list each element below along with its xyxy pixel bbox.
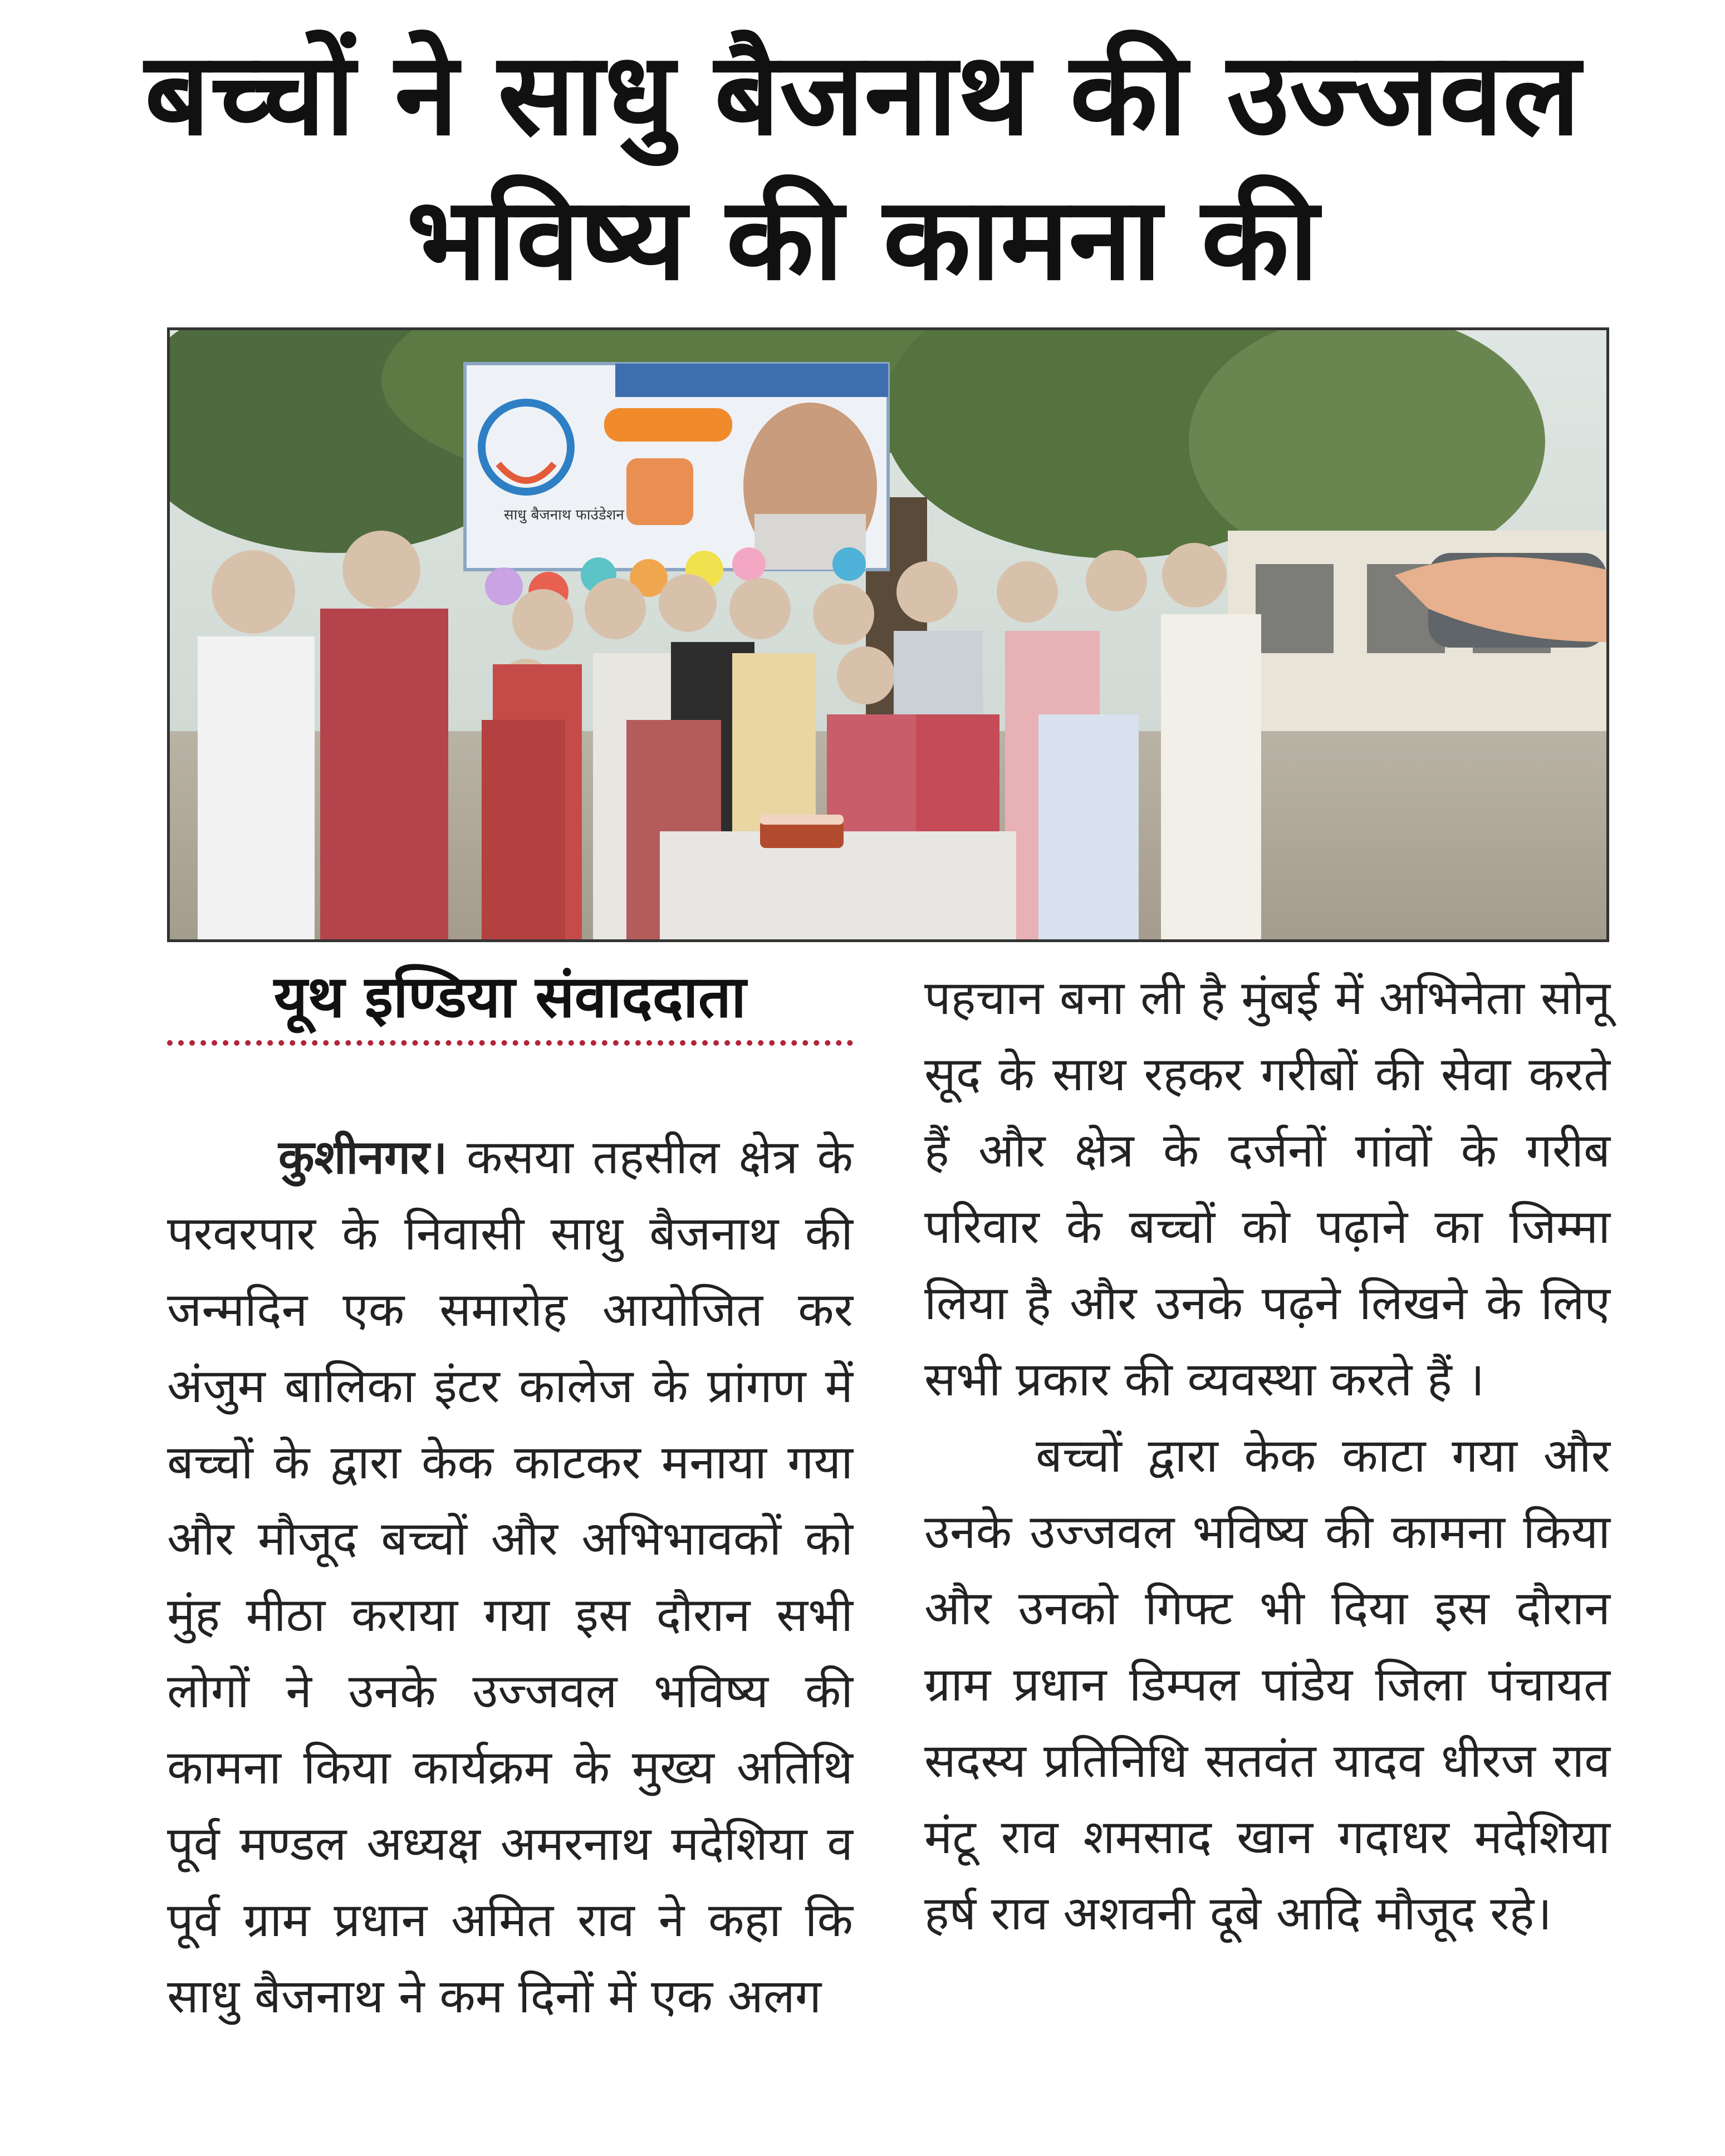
news-photo	[167, 327, 1609, 942]
headline-line-1: बच्चों ने साधु बैजनाथ की उज्जवल	[144, 28, 1581, 161]
article-right-column	[924, 960, 1610, 1952]
banner	[465, 364, 888, 570]
byline-divider	[167, 1040, 853, 1046]
dateline: कुशीनगर।	[278, 1130, 448, 1184]
article-left-text: कसया तहसील क्षेत्र के परवरपार के निवासी साधु बैजनाथ की जन्मदिन एक समारोह आयोजित कर अंजुम बालिका इंटर कालेज के प्रांगण में बच्चों के द्वारा केक काटकर मनाया गया और मौजूद बच्चों और अभिभावकों को मुंह मीठा कराया गया इस दौरान सभी लोगों ने उनके उज्जवल भविष्य की कामना किया कार्यक्रम के मुख्य अतिथि पूर्व मण्डल अध्यक्ष अमरनाथ मदेशिया व पूर्व ग्राम प्रधान अमित राव ने कहा कि साधु बैजनाथ ने कम दिनों में एक अलग	[167, 1130, 854, 2023]
article-left-column	[167, 1119, 853, 2035]
photo-illustration	[170, 330, 1606, 939]
banner-logo-text: साधु बैजनाथ फाउंडेशन	[504, 507, 624, 523]
headline	[0, 22, 1725, 312]
headline-line-2: भविष्य की कामना की	[406, 173, 1319, 306]
article-paragraph-1	[167, 1119, 853, 2035]
article-right-paragraph-1: पहचान बना ली है मुंबई में अभिनेता सोनू सूद के साथ रहकर गरीबों की सेवा करते हैं और क्षेत्र के दर्जनों गांवों के गरीब परिवार के बच्चों को पढ़ाने का जिम्मा लिया है और उनके पढ़ने लिखने के लिए सभी प्रकार की व्यवस्था करते हैं ।	[924, 971, 1610, 1407]
article-right-paragraph-2: बच्चों द्वारा केक काटा गया और उनके उज्जवल भविष्य की कामना किया और उनको गिफ्ट भी दिया इस दौरान ग्राम प्रधान डिम्पल पांडेय जिला पंचायत सदस्य प्रतिनिधि सतवंत यादव धीरज राव मंटू राव शमसाद खान गदाधर मदेशिया हर्ष राव अशवनी दूबे आदि मौजूद रहे।	[924, 1428, 1610, 1941]
byline: यूथ इण्डिया संवाददाता	[273, 963, 747, 1031]
